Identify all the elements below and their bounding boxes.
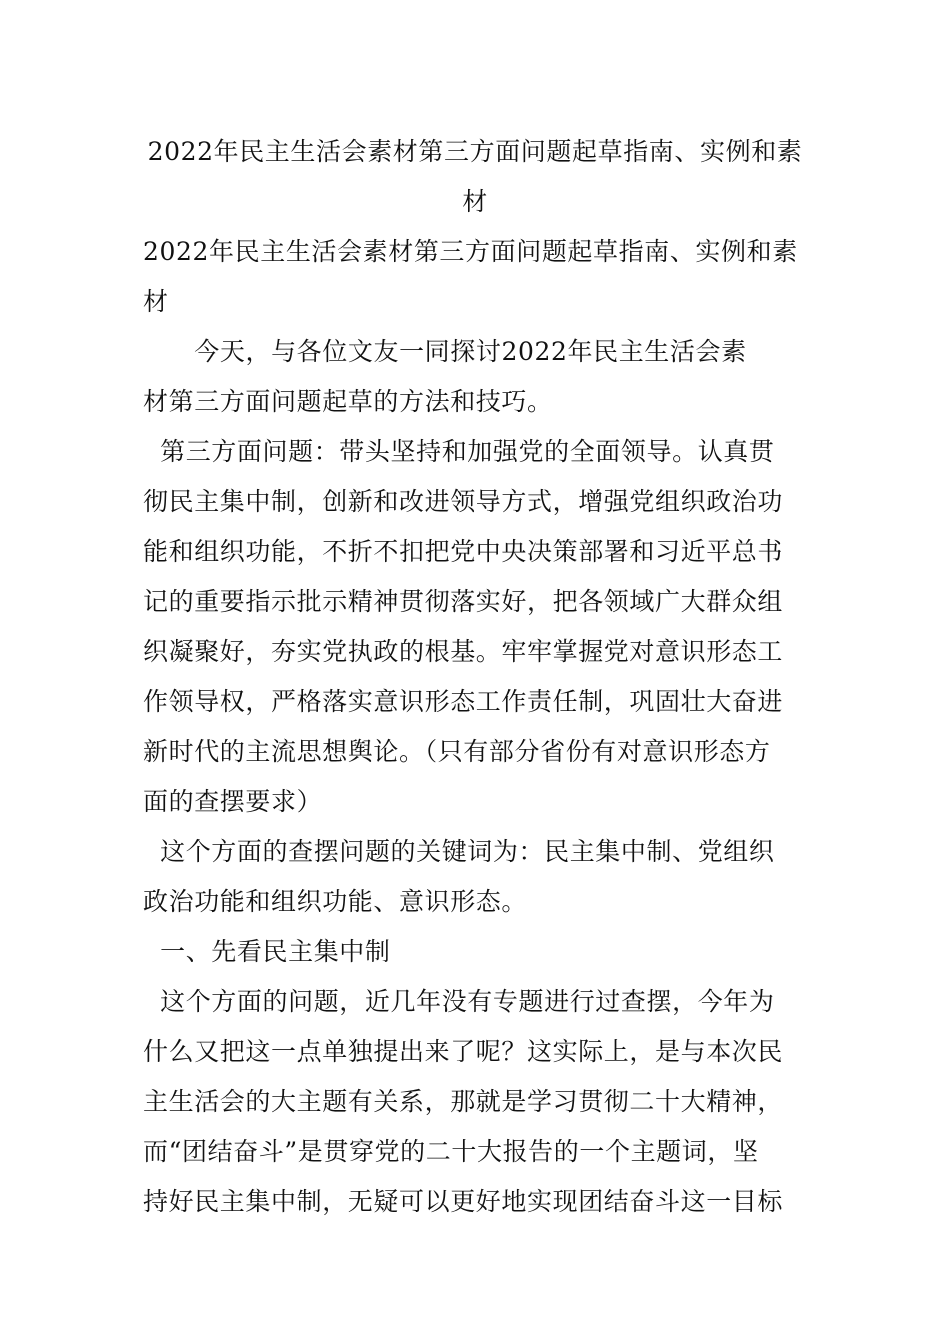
document-title-line-1: 2022年民主生活会素材第三方面问题起草指南、实例和素 bbox=[147, 137, 803, 166]
paragraph-line: 政治功能和组织功能、意识形态。 bbox=[143, 887, 528, 916]
paragraph-line: 持好民主集中制，无疑可以更好地实现团结奋斗这一目标 bbox=[143, 1187, 784, 1216]
paragraph-line: 主生活会的大主题有关系，那就是学习贯彻二十大精神， bbox=[143, 1087, 784, 1116]
paragraph-line: 彻民主集中制，创新和改进领导方式，增强党组织政治功 bbox=[143, 487, 784, 516]
paragraph-line: 新时代的主流思想舆论。（只有部分省份有对意识形态方 bbox=[143, 737, 771, 766]
paragraph-line: 这个方面的问题，近几年没有专题进行过查摆，今年为 bbox=[143, 987, 775, 1016]
paragraph-line: 而“团结奋斗”是贯穿党的二十大报告的一个主题词，坚 bbox=[143, 1137, 759, 1166]
paragraph-line: 材第三方面问题起草的方法和技巧。 bbox=[143, 387, 553, 416]
document-title-line-2: 材 bbox=[462, 187, 488, 216]
paragraph-line: 第三方面问题：带头坚持和加强党的全面领导。认真贯 bbox=[143, 437, 775, 466]
document-subtitle-line-1: 2022年民主生活会素材第三方面问题起草指南、实例和素 bbox=[143, 237, 798, 266]
paragraph-line: 面的查摆要求） bbox=[143, 787, 323, 816]
paragraph-line: 作领导权，严格落实意识形态工作责任制，巩固壮大奋进 bbox=[143, 687, 784, 716]
paragraph-line: 什么又把这一点单独提出来了呢？这实际上，是与本次民 bbox=[143, 1037, 784, 1066]
document-subtitle-line-2: 材 bbox=[143, 287, 169, 316]
paragraph-line: 记的重要指示批示精神贯彻落实好，把各领域广大群众组 bbox=[143, 587, 784, 616]
paragraph-line: 织凝聚好，夯实党执政的根基。牢牢掌握党对意识形态工 bbox=[143, 637, 784, 666]
paragraph-line: 这个方面的查摆问题的关键词为：民主集中制、党组织 bbox=[143, 837, 775, 866]
paragraph-line: 能和组织功能，不折不扣把党中央决策部署和习近平总书 bbox=[143, 537, 784, 566]
paragraph-line: 今天，与各位文友一同探讨2022年民主生活会素 bbox=[143, 337, 747, 366]
section-heading-line: 一、先看民主集中制 bbox=[143, 937, 391, 966]
